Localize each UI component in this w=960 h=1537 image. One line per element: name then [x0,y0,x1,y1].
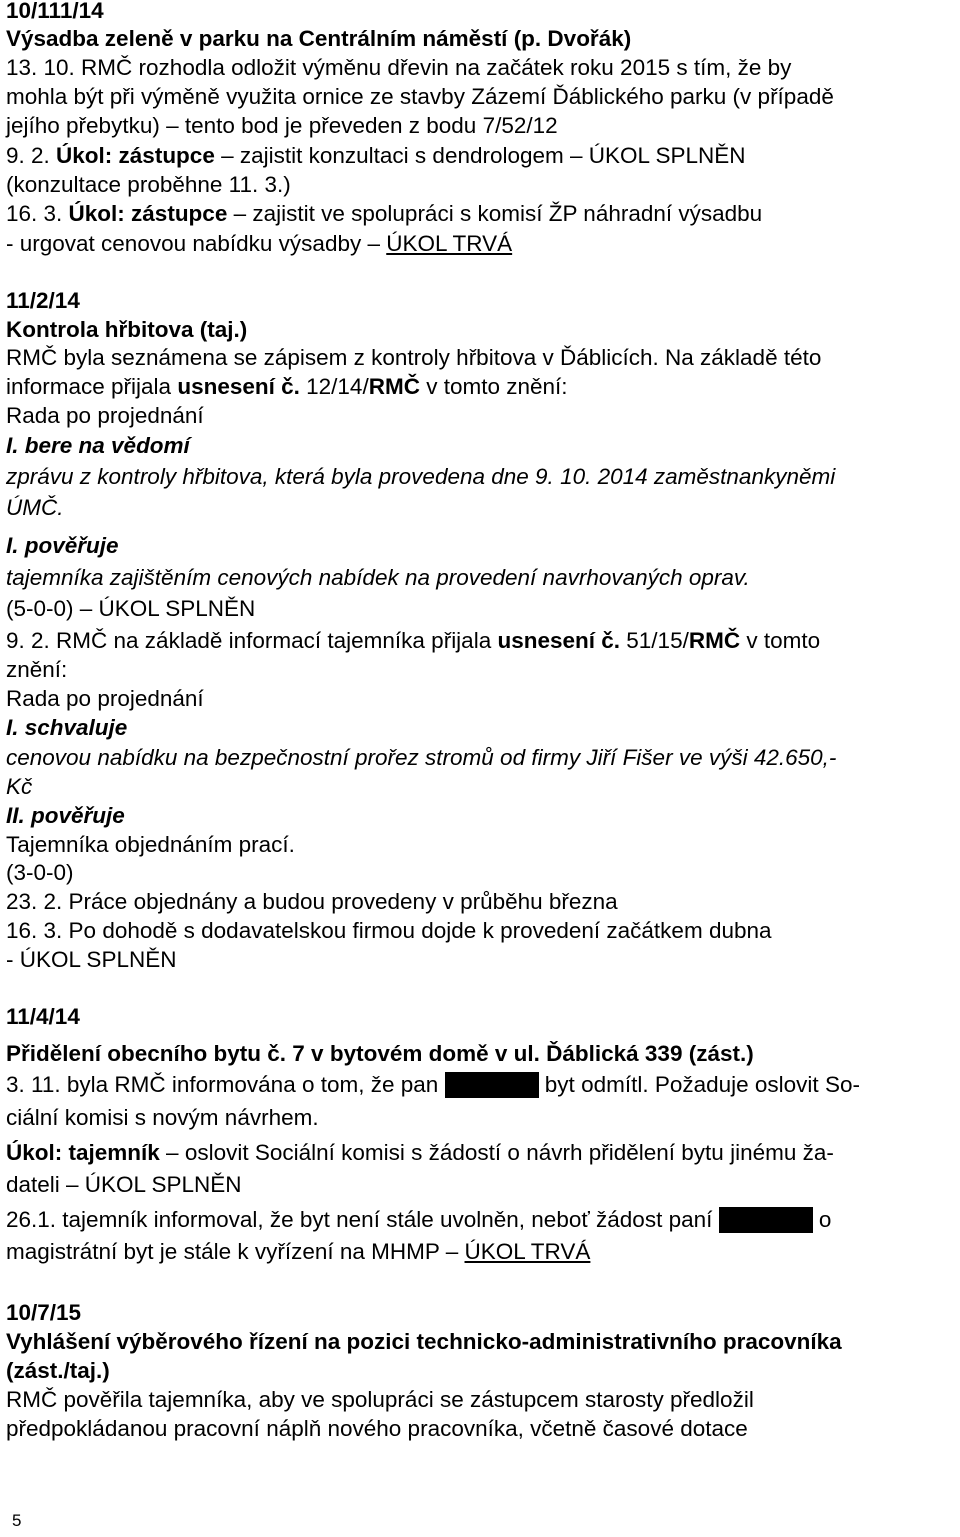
text-line: 16. 3. Úkol: zástupce – zajistit ve spolupráci s komisí ŽP náhradní výsadbu [6,201,763,226]
task-status: ÚKOL TRVÁ [386,231,513,256]
text-line: 3. 11. byla RMČ informována o tom, že pan byt odmítl. Požaduje oslovit So- [6,1072,860,1097]
text-line: dateli – ÚKOL SPLNĚN [6,1172,242,1197]
item-number: 10/7/15 [6,1300,82,1325]
text-line: znění: [6,657,68,682]
task-label: Úkol: zástupce [56,143,215,168]
text-line: ciální komisi s novým návrhem. [6,1105,319,1130]
item-title: Přidělení obecního bytu č. 7 v bytovém domě v ul. Ďáblická 339 (zást.) [6,1041,754,1066]
resolution-heading: II. pověřuje [6,803,125,828]
text-line: mohla být při výměně využita ornice ze stavby Zázemí Ďáblického parku (v případě [6,84,834,109]
text-line: - urgovat cenovou nabídku výsadby – ÚKOL TRVÁ [6,231,513,256]
text-line: 9. 2. RMČ na základě informací tajemníka přijala usnesení č. 51/15/RMČ v tomto [6,628,821,653]
text-line: jejího přebytku) – tento bod je převeden z bodu 7/52/12 [6,113,558,138]
item-number: 10/111/14 [6,0,104,23]
text-line: informace přijala usnesení č. 12/14/RMČ v tomto znění: [6,374,568,399]
resolution-heading: I. bere na vědomí [6,433,190,458]
redacted-name [445,1072,539,1098]
item-title: (zást./taj.) [6,1358,110,1383]
text-line: předpokládanou pracovní náplň nového pracovníka, včetně časové dotace [6,1416,748,1441]
item-number: 11/4/14 [6,1004,80,1029]
item-title: Vyhlášení výběrového řízení na pozici technicko-administrativního pracovníka [6,1329,842,1354]
item-title: Výsadba zeleně v parku na Centrálním náměstí (p. Dvořák) [6,26,632,51]
item-number: 11/2/14 [6,288,80,313]
text-line: Tajemníka objednáním prací. [6,832,295,857]
text-line: Rada po projednání [6,686,204,711]
text-line: - ÚKOL SPLNĚN [6,947,177,972]
text-line: (3-0-0) [6,860,74,885]
text-line: cenovou nabídku na bezpečnostní prořez stromů od firmy Jiří Fišer ve výši 42.650,- [6,745,837,770]
text-line: RMČ pověřila tajemníka, aby ve spolupráci se zástupcem starosty předložil [6,1387,754,1412]
item-title: Kontrola hřbitova (taj.) [6,317,248,342]
text-line: tajemníka zajištěním cenových nabídek na provedení navrhovaných oprav. [6,565,750,590]
resolution-heading: I. schvaluje [6,715,128,740]
text-line: 9. 2. Úkol: zástupce – zajistit konzultaci s dendrologem – ÚKOL SPLNĚN [6,143,746,168]
text-line: 26.1. tajemník informoval, že byt není stále uvolněn, neboť žádost paní o [6,1207,832,1232]
text-line: 23. 2. Práce objednány a budou provedeny v průběhu března [6,889,618,914]
text-line: 13. 10. RMČ rozhodla odložit výměnu dřevin na začátek roku 2015 s tím, že by [6,55,792,80]
task-label: Úkol: zástupce [68,201,228,226]
task-status: ÚKOL TRVÁ [464,1239,591,1264]
text-line: 16. 3. Po dohodě s dodavatelskou firmou dojde k provedení začátkem dubna [6,918,772,943]
resolution-heading: I. pověřuje [6,533,119,558]
redacted-name [719,1207,813,1233]
text-line: RMČ byla seznámena se zápisem z kontroly hřbitova v Ďáblicích. Na základě této [6,345,822,370]
text-line: magistrátní byt je stále k vyřízení na MHMP – ÚKOL TRVÁ [6,1239,591,1264]
text-line: Kč [6,774,33,799]
text-line: (konzultace proběhne 11. 3.) [6,172,291,197]
text-line: (5-0-0) – ÚKOL SPLNĚN [6,596,256,621]
page-number: 5 [12,1511,22,1530]
task-label: Úkol: tajemník [6,1140,160,1165]
text-line: Úkol: tajemník – oslovit Sociální komisi s žádostí o návrh přidělení bytu jinému ža- [6,1140,834,1165]
text-line: zprávu z kontroly hřbitova, která byla provedena dne 9. 10. 2014 zaměstnankyněmi [6,464,836,489]
text-line: Rada po projednání [6,403,204,428]
text-line: ÚMČ. [6,495,64,520]
